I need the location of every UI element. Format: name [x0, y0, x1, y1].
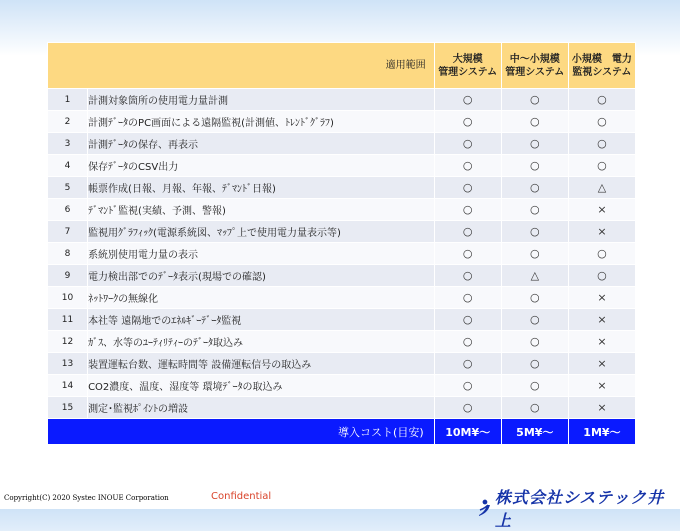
cost-large: 10M¥～ [434, 419, 501, 445]
table-row [48, 199, 636, 221]
support-mark-medium: ○ [501, 309, 568, 331]
support-mark-large: ○ [434, 133, 501, 155]
row-feature: CO2濃度、温度、湿度等 環境ﾃﾞｰﾀの取込み [88, 375, 435, 397]
table-body [48, 89, 636, 419]
support-mark-medium: ○ [501, 89, 568, 111]
support-mark-large: ○ [434, 199, 501, 221]
support-mark-small: △ [568, 177, 635, 199]
table-row [48, 111, 636, 133]
row-feature: 計測ﾃﾞｰﾀのPC画面による遠隔監視(計測値、ﾄﾚﾝﾄﾞｸﾞﾗﾌ) [88, 111, 435, 133]
row-number: 14 [48, 375, 88, 397]
row-number: 12 [48, 331, 88, 353]
support-mark-small: × [568, 309, 635, 331]
row-feature: 帳票作成(日報、月報、年報、ﾃﾞﾏﾝﾄﾞ日報) [88, 177, 435, 199]
table-row [48, 133, 636, 155]
support-mark-large: ○ [434, 265, 501, 287]
support-mark-medium: ○ [501, 353, 568, 375]
table-row [48, 309, 636, 331]
table-row [48, 243, 636, 265]
support-mark-small: × [568, 397, 635, 419]
row-number: 1 [48, 89, 88, 111]
table-row [48, 353, 636, 375]
row-number: 10 [48, 287, 88, 309]
copyright-text: Copyright(C) 2020 Systec INOUE Corporation [4, 494, 169, 502]
support-mark-large: ○ [434, 89, 501, 111]
support-mark-large: ○ [434, 221, 501, 243]
table-row [48, 265, 636, 287]
row-number: 13 [48, 353, 88, 375]
row-number: 7 [48, 221, 88, 243]
support-mark-medium: ○ [501, 111, 568, 133]
support-mark-medium: ○ [501, 287, 568, 309]
support-mark-large: ○ [434, 155, 501, 177]
support-mark-medium: ○ [501, 397, 568, 419]
header-system-medium [501, 43, 568, 89]
row-feature: 系統別使用電力量の表示 [88, 243, 435, 265]
support-mark-small: × [568, 353, 635, 375]
support-mark-large: ○ [434, 177, 501, 199]
table-row [48, 375, 636, 397]
support-mark-medium: ○ [501, 375, 568, 397]
table-row [48, 331, 636, 353]
support-mark-small: × [568, 221, 635, 243]
header-system-large [434, 43, 501, 89]
support-mark-large: ○ [434, 243, 501, 265]
logo-text: 株式会社システック井上 [494, 488, 665, 530]
row-feature: 監視用ｸﾞﾗﾌｨｯｸ(電源系統図、ﾏｯﾌﾟ上で使用電力量表示等) [88, 221, 435, 243]
support-mark-large: ○ [434, 287, 501, 309]
table-row [48, 397, 636, 419]
row-number: 4 [48, 155, 88, 177]
support-mark-large: ○ [434, 353, 501, 375]
row-feature: 装置運転台数、運転時間等 設備運転信号の取込み [88, 353, 435, 375]
table-row [48, 221, 636, 243]
cost-small: 1M¥～ [568, 419, 635, 445]
support-mark-medium: ○ [501, 155, 568, 177]
support-mark-small: ○ [568, 243, 635, 265]
table-row [48, 177, 636, 199]
row-number: 3 [48, 133, 88, 155]
row-number: 15 [48, 397, 88, 419]
header-system-small-line1: 小規模 電力 [571, 53, 632, 65]
row-feature: 計測対象箇所の使用電力量計測 [88, 89, 435, 111]
table-row [48, 287, 636, 309]
support-mark-small: ○ [568, 111, 635, 133]
cost-row [48, 419, 636, 445]
row-feature: ｶﾞｽ、水等のﾕｰﾃｨﾘﾃｨｰのﾃﾞｰﾀ取込み [88, 331, 435, 353]
support-mark-small: ○ [568, 265, 635, 287]
support-mark-large: ○ [434, 375, 501, 397]
support-mark-small: × [568, 331, 635, 353]
support-mark-small: × [568, 375, 635, 397]
row-feature: ﾃﾞﾏﾝﾄﾞ監視(実績、予測、警報) [88, 199, 435, 221]
cost-label: 導入コスト(目安) [48, 419, 435, 445]
support-mark-medium: △ [501, 265, 568, 287]
row-number: 8 [48, 243, 88, 265]
support-mark-large: ○ [434, 111, 501, 133]
confidential-label: Confidential [211, 491, 272, 502]
table-header-row [48, 43, 636, 89]
header-system-medium-line2: 管理システム [505, 66, 565, 78]
support-mark-small: ○ [568, 133, 635, 155]
support-mark-large: ○ [434, 397, 501, 419]
support-mark-medium: ○ [501, 199, 568, 221]
support-mark-medium: ○ [501, 331, 568, 353]
header-system-small-line2: 監視システム [572, 66, 632, 78]
support-mark-medium: ○ [501, 133, 568, 155]
support-mark-medium: ○ [501, 221, 568, 243]
cost-medium: 5M¥～ [501, 419, 568, 445]
header-system-large-line2: 管理システム [438, 66, 498, 78]
row-number: 6 [48, 199, 88, 221]
header-system-medium-line1: 中～小規模 [509, 53, 560, 65]
row-number: 11 [48, 309, 88, 331]
support-mark-large: ○ [434, 309, 501, 331]
row-feature: 保存ﾃﾞｰﾀのCSV出力 [88, 155, 435, 177]
header-system-small [568, 43, 635, 89]
support-mark-small: × [568, 287, 635, 309]
support-mark-large: ○ [434, 331, 501, 353]
row-feature: ﾈｯﾄﾜｰｸの無線化 [88, 287, 435, 309]
support-mark-medium: ○ [501, 243, 568, 265]
support-mark-small: × [568, 199, 635, 221]
row-number: 5 [48, 177, 88, 199]
row-number: 9 [48, 265, 88, 287]
row-feature: 計測ﾃﾞｰﾀの保存、再表示 [88, 133, 435, 155]
table-row [48, 89, 636, 111]
header-scope: 適用範囲 [48, 43, 435, 89]
row-number: 2 [48, 111, 88, 133]
support-mark-medium: ○ [501, 177, 568, 199]
company-logo [477, 485, 680, 531]
feature-comparison-table [47, 42, 636, 445]
support-mark-small: ○ [568, 155, 635, 177]
row-feature: 電力検出部でのﾃﾞｰﾀ表示(現場での確認) [88, 265, 435, 287]
header-system-large-line1: 大規模 [452, 53, 483, 65]
support-mark-small: ○ [568, 89, 635, 111]
row-feature: 本社等 遠隔地でのｴﾈﾙｷﾞｰﾃﾞｰﾀ監視 [88, 309, 435, 331]
row-feature: 測定･監視ﾎﾟｲﾝﾄの増設 [88, 397, 435, 419]
logo-mark-icon [477, 499, 493, 517]
table-row [48, 155, 636, 177]
